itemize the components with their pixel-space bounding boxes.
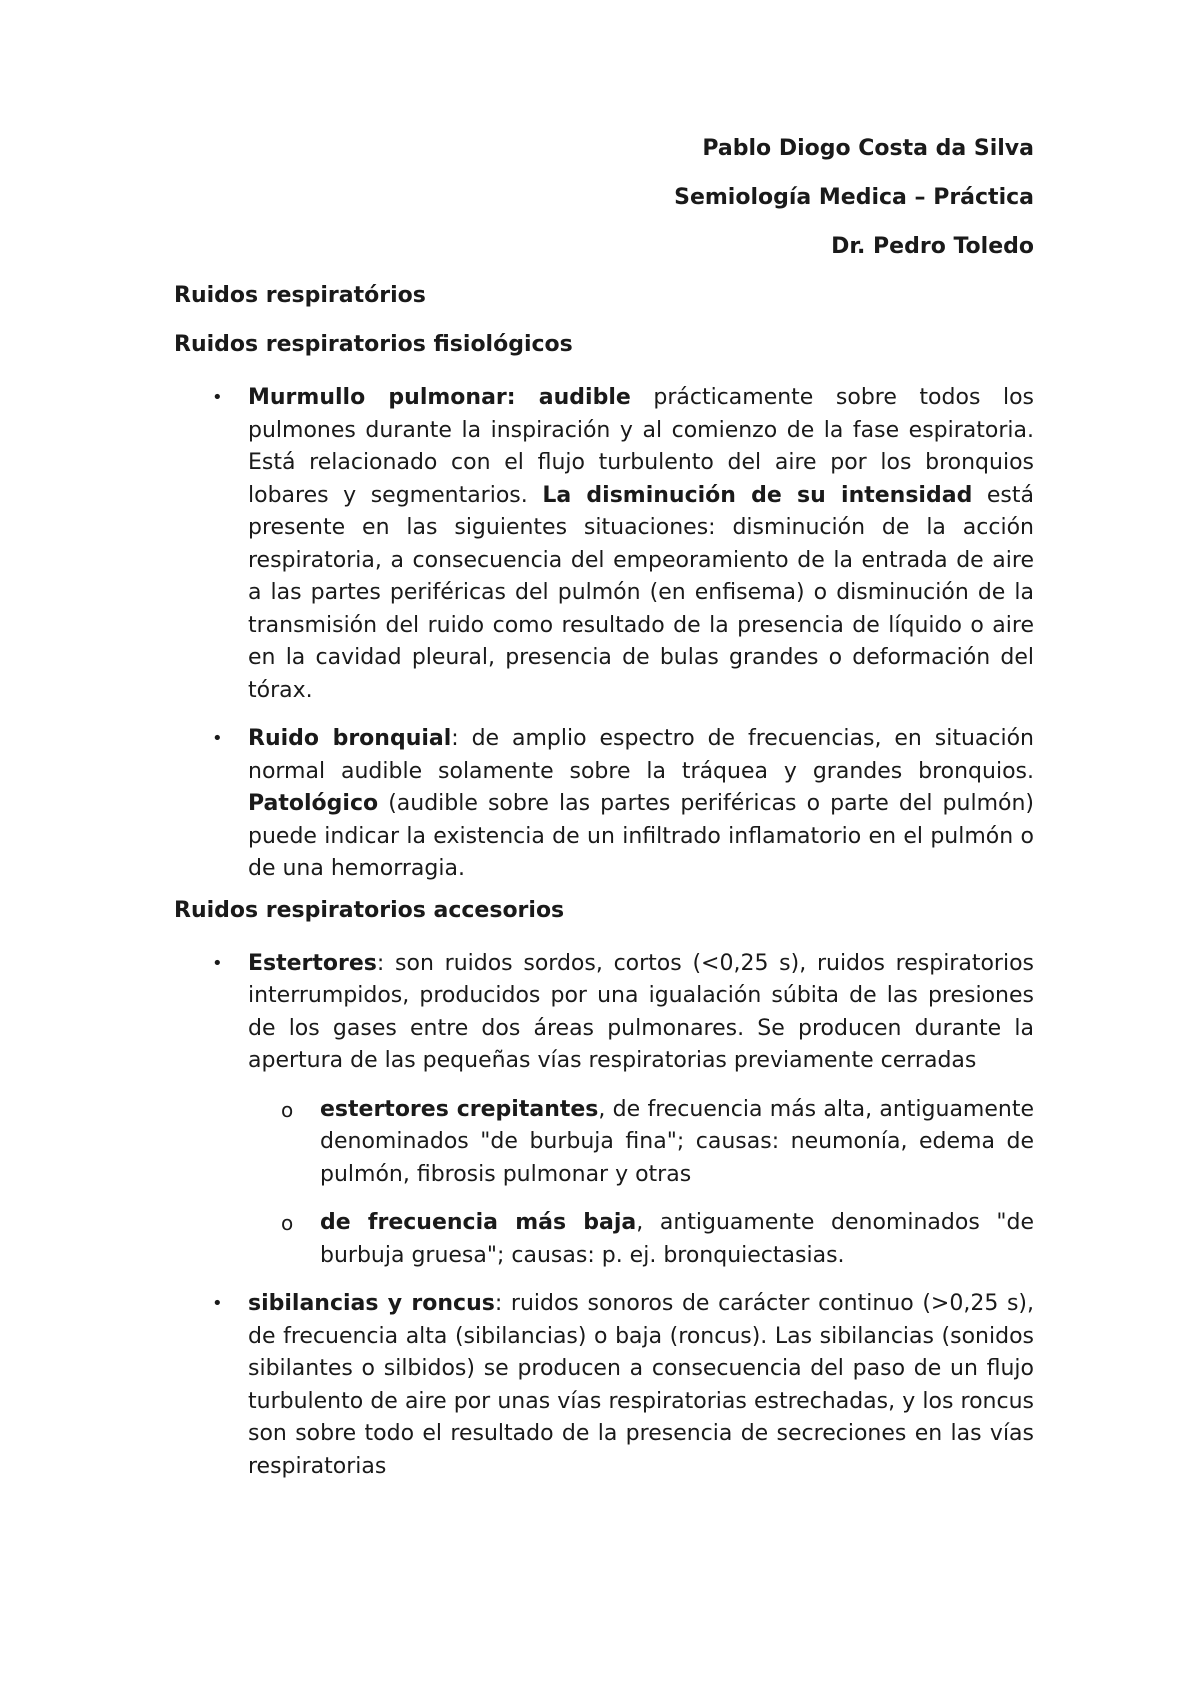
list-item — [174, 1288, 1034, 1483]
term: Estertores — [248, 950, 377, 976]
accessory-list — [174, 948, 1034, 1484]
document-page — [174, 138, 1034, 1499]
physiological-list — [174, 382, 1034, 886]
bullet-icon: • — [212, 1293, 223, 1314]
term: de frecuencia más baja — [320, 1210, 637, 1235]
item-text: , de frecuencia más alta, antiguamente denominados "de burbuja fina"; causas: neumonía, edema de pulmón, fibrosis pulmonar y otras — [320, 1096, 1034, 1187]
term: sibilancias y roncus — [248, 1291, 495, 1316]
author-name: Pablo Diogo Costa da Silva — [702, 136, 1034, 161]
term: Ruido bronquial — [248, 726, 452, 751]
item-text: : de amplio espectro de frecuencias, en situación normal audible solamente sobre la tráquea y grandes bronquios. — [248, 726, 1034, 784]
bullet-icon: • — [212, 728, 223, 749]
sub-list-item — [174, 1207, 1034, 1272]
teacher-name: Dr. Pedro Toledo — [831, 234, 1034, 259]
term: Murmullo pulmonar: audible — [248, 385, 631, 410]
bullet-icon: • — [212, 952, 223, 974]
item-text: prácticamente sobre todos los pulmones durante la inspiración y al comienzo de la fase espiratoria. Está relacionado con el flujo turbulento del aire por los bronquios lobares y segmentarios. — [248, 385, 1035, 508]
term: La disminución de su intensidad — [542, 482, 973, 508]
item-text: , antiguamente denominados "de burbuja gruesa"; causas: p. ej. bronquiectasias. — [320, 1210, 1034, 1268]
item-text: : ruidos sonoros de carácter continuo (>0,25 s), de frecuencia alta (sibilancias) o baja (roncus). Las sibilancias (sonidos sibilantes o silbidos) se producen a consecuencia del paso de un flujo turbulento de aire por unas vías respiratorias estrechadas, y los roncus son sobre todo el resultado de la presencia de secreciones en las vías respiratorias — [248, 1291, 1034, 1479]
bullet-icon: • — [212, 387, 223, 408]
circle-bullet-icon: o — [281, 1211, 294, 1235]
subsection-title-accessory: Ruidos respiratorios accesorios — [174, 897, 565, 923]
list-item — [174, 382, 1034, 707]
list-item — [174, 948, 1034, 1078]
sub-list-item — [174, 1094, 1034, 1192]
course-name: Semiología Medica – Práctica — [674, 185, 1034, 210]
section-title: Ruidos respiratórios — [174, 283, 426, 308]
list-item — [174, 723, 1034, 886]
item-text: (audible sobre las partes periféricas o parte del pulmón) puede indicar la existencia de un infiltrado inflamatorio en el pulmón o de una hemorragia. — [248, 791, 1034, 881]
term: Patológico — [248, 791, 379, 816]
subsection-title-physiological: Ruidos respiratorios fisiológicos — [174, 332, 573, 357]
item-text: está presente en las siguientes situaciones: disminución de la acción respiratoria, a consecuencia del empeoramiento de la entrada de aire a las partes periféricas del pulmón (en enfisema) o disminución de la transmisión del ruido como resultado de la presencia de líquido o aire en la cavidad pleural, presencia de bulas grandes o deformación del tórax. — [248, 482, 1034, 703]
circle-bullet-icon: o — [281, 1097, 294, 1122]
term: estertores crepitantes — [320, 1096, 599, 1122]
item-text: : son ruidos sordos, cortos (<0,25 s), ruidos respiratorios interrumpidos, producidos por una igualación súbita de las presiones de los gases entre dos áreas pulmonares. Se producen durante la apertura de las pequeñas vías respiratorias previamente cerradas — [248, 950, 1034, 1073]
